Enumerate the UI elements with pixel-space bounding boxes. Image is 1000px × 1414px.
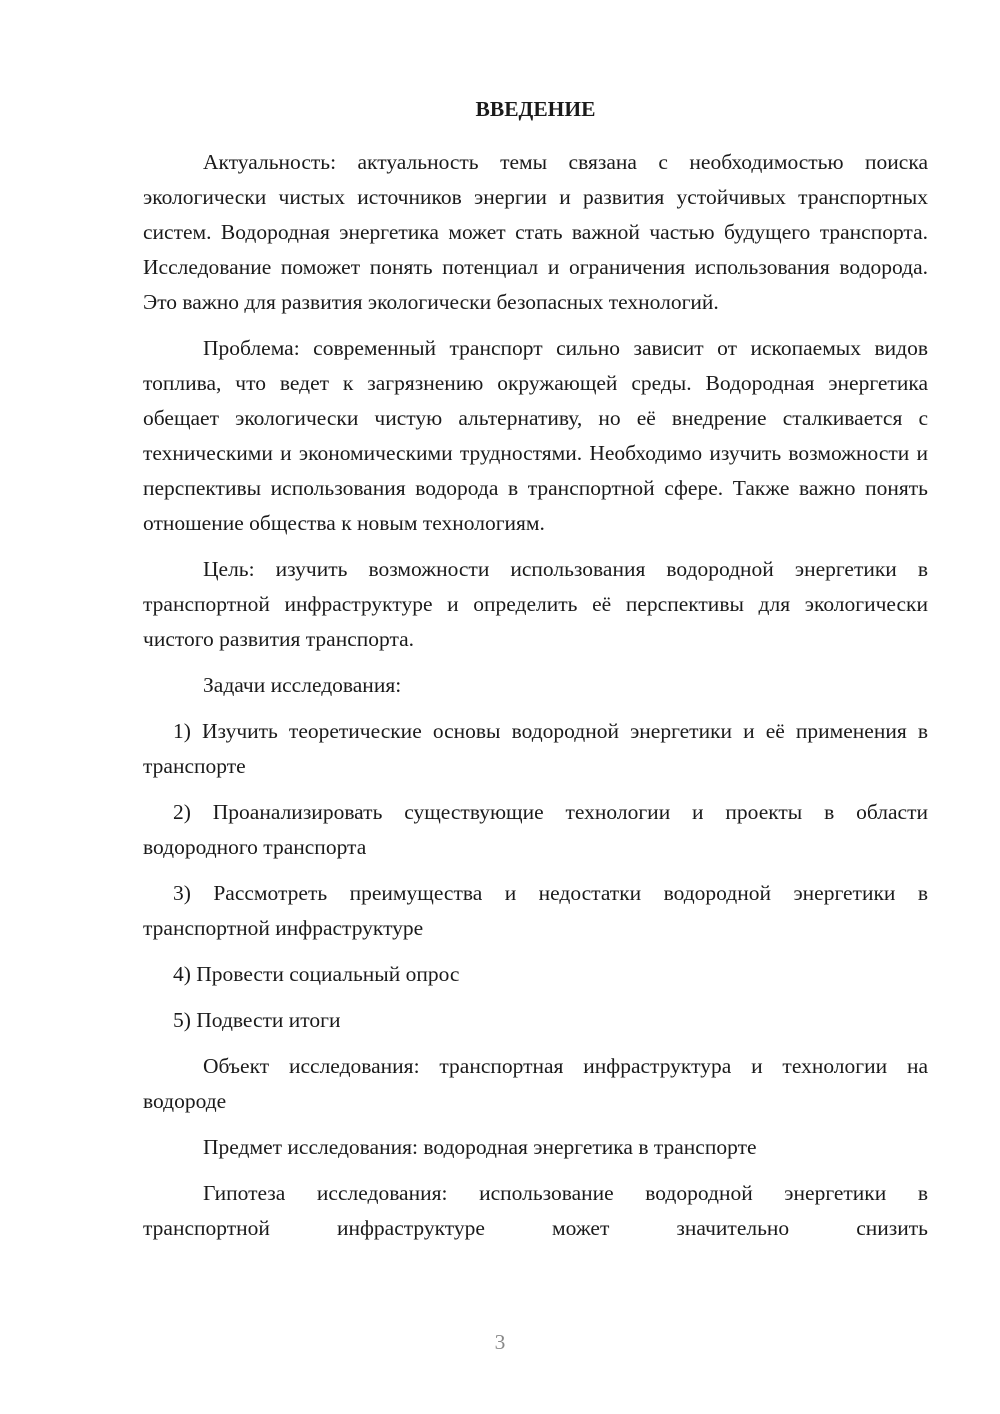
subject-paragraph: Предмет исследования: водородная энергетика в транспорте: [203, 1135, 757, 1159]
relevance-paragraph: Актуальность: актуальность темы связана с необходимостью поиска экологически чистых источников энергии и развития устойчивых транспортных систем. Водородная энергетика может стать важной частью будущего транспорта. Исследование поможет понять потенциал и ограничения использования водорода. Это важно для развития экологически безопасных технологий.: [143, 150, 928, 314]
page-number: 3: [494, 1330, 506, 1354]
object-paragraph: Объект исследования: транспортная инфраструктура и технологии на водороде: [143, 1054, 928, 1113]
goal-paragraph: Цель: изучить возможности использования водородной энергетики в транспортной инфраструктуре и определить её перспективы для экологически чистого развития транспорта.: [143, 557, 928, 651]
task-item-3: 3) Рассмотреть преимущества и недостатки водородной энергетики в транспортной инфраструктуре: [143, 881, 928, 940]
task-item-5: 5) Подвести итоги: [173, 1008, 341, 1032]
problem-paragraph: Проблема: современный транспорт сильно зависит от ископаемых видов топлива, что ведет к загрязнению окружающей среды. Водородная энергетика обещает экологически чистую альтернативу, но её внедрение сталкивается с техническими и экономическими трудностями. Необходимо изучить возможности и перспективы использования водорода в транспортной сфере. Также важно понять отношение общества к новым технологиям.: [143, 336, 928, 535]
task-item-2: 2) Проанализировать существующие технологии и проекты в области водородного транспорта: [143, 800, 928, 859]
tasks-heading: Задачи исследования:: [203, 673, 402, 697]
section-title: ВВЕДЕНИЕ: [475, 97, 596, 121]
document-page: [143, 92, 928, 1246]
hypothesis-paragraph: Гипотеза исследования: использование водородной энергетики в транспортной инфраструктуре может значительно снизить: [143, 1181, 928, 1240]
task-item-1: 1) Изучить теоретические основы водородной энергетики и её применения в транспорте: [143, 719, 928, 778]
task-item-4: 4) Провести социальный опрос: [173, 962, 460, 986]
